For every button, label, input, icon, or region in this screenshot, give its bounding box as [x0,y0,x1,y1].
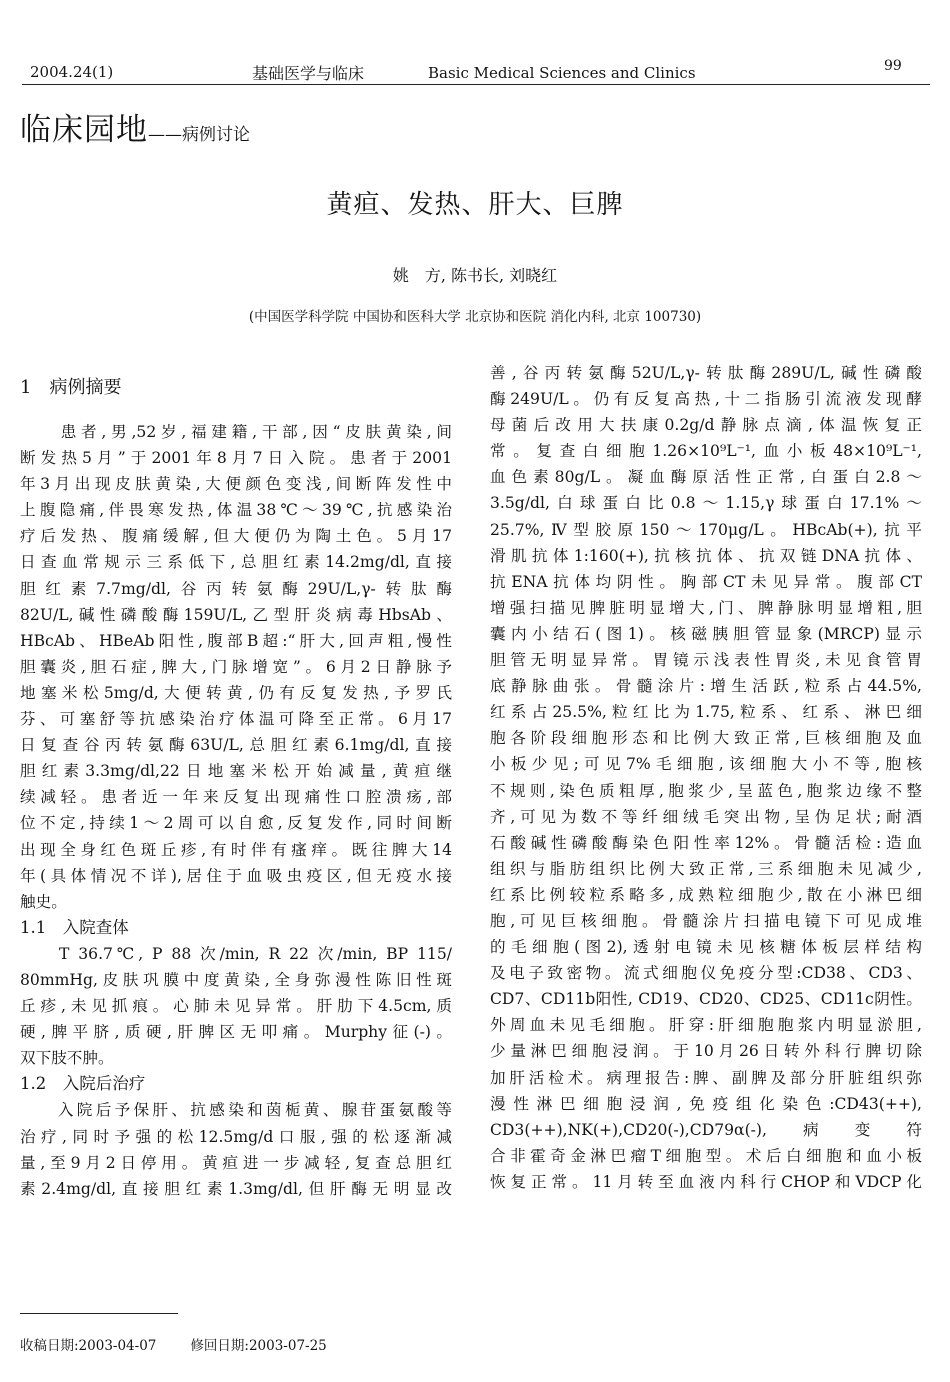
text-line: 不规则,染色质粗厚,胞浆少,呈蓝色,胞浆边缘不整 [490,781,922,800]
text-line: 酶249U/L。仍有反复高热,十二指肠引流液发现酵 [490,390,922,409]
section-heading: 1 病例摘要 [20,377,122,398]
journal-name-cn: 基础医学与临床 [252,64,365,83]
received-date: 收稿日期:2003-04-07 [20,1338,157,1354]
text-line: CD7、CD11b阳性, CD19、CD20、CD25、CD11c阴性。 [490,990,922,1009]
issue-number: 2004.24(1) [30,63,114,81]
column-name [20,104,250,149]
text-line: 及电子致密物。流式细胞仪免疫分型:CD38、CD3、 [490,964,922,983]
text-line: 胆囊炎,胆石症,脾大,门脉增宽”。6月2日静脉予 [20,657,452,676]
text-line: 年(具体情况不详),居住于血吸虫疫区,但无疫水接 [20,866,452,885]
text-line: 组织与脂肪组织比例大致正常,三系细胞未见减少, [490,859,922,878]
text-line: T 36.7℃, P 88 次/min, R 22 次/min, BP 115/ [20,944,452,963]
text-line: 治疗,同时予强的松12.5mg/d口服,强的松逐渐减 [20,1127,452,1146]
text-line: CD3(++),NK(+),CD20(-),CD79α(-),病变符 [490,1120,922,1139]
text-line: 的毛细胞(图2),透射电镜未见核糖体板层样结构 [490,938,922,957]
text-line: 断发热5月”于2001年8月7日入院。患者于2001 [20,449,452,468]
subsection-heading: 1.1 入院查体 [20,917,129,937]
text-line: 80mmHg,皮肤巩膜中度黄染,全身弥漫性陈旧性斑 [20,970,452,989]
text-line: 红系比例较粒系略多,成熟粒细胞少,散在小淋巴细 [490,885,922,904]
article-title: 黄疸、发热、肝大、巨脾 [326,190,624,220]
text-line: 患者,男,52岁,福建籍,干部,因“皮肤黄染,间 [20,423,452,441]
text-line: 母菌后改用大扶康0.2g/d静脉点滴,体温恢复正 [490,416,922,435]
text-line: 红系占25.5%,粒红比为1.75,粒系、红系、淋巴细 [490,703,922,722]
text-line: 恢复正常。11月转至血液内科行CHOP和VDCP化 [490,1172,922,1191]
text-line: 量,至9月2日停用。黄疸进一步减轻,复查总胆红 [20,1153,452,1172]
header-rule [22,84,930,85]
text-line: 小板少见;可见7%毛细胞,该细胞大小不等,胞核 [490,755,922,774]
column-name-sub: ——病例讨论 [148,125,250,145]
text-line: 外周血未见毛细胞。肝穿:肝细胞胞浆内明显淤胆, [490,1016,922,1035]
text-line: 胆红素3.3mg/dl,22日地塞米松开始减量,黄疸继 [20,762,452,781]
text-line: 位不定,持续1～2周可以自愈,反复发作,同时间断 [20,814,452,833]
text-line: 胆红素7.7mg/dl,谷丙转氨酶29U/L,γ-转肽酶 [20,579,452,598]
text-line: 双下肢不肿。 [20,1049,114,1068]
text-line: 胞各阶段细胞形态和比例大致正常,巨核细胞及血 [490,729,922,748]
text-line: 齐,可见为数不等纤细绒毛突出物,呈伪足状;耐酒 [490,807,922,826]
authors: 姚 方, 陈书长, 刘晓红 [392,266,558,285]
text-line: 血色素80g/L。凝血酶原活性正常,白蛋白2.8～ [490,468,922,487]
journal-name-en: Basic Medical Sciences and Clinics [428,64,696,82]
text-line: HBcAb、HBeAb阳性,腹部B超:“肝大,回声粗,慢性 [20,631,452,650]
text-line: 日查血常规示三系低下,总胆红素14.2mg/dl,直接 [20,553,452,572]
text-line: 增强扫描见脾脏明显增大,门、脾静脉明显增粗,胆 [490,598,922,617]
text-line: 芬、可塞舒等抗感染治疗体温可降至正常。6月17 [20,710,452,729]
text-line: 硬,脾平脐,质硬,肝脾区无叩痛。Murphy征(-)。 [20,1023,452,1042]
text-line: 滑肌抗体1:160(+),抗核抗体、抗双链DNA抗体、 [490,546,922,565]
affiliation: (中国医学科学院 中国协和医科大学 北京协和医院 消化内科, 北京 100730) [248,309,702,325]
column-name-main: 临床园地 [20,112,148,148]
text-line: 25.7%,Ⅳ型胶原150～170μg/L。HBcAb(+),抗平 [490,520,922,539]
text-line: 年3月出现皮肤黄染,大便颜色变浅,间断阵发性中 [20,475,452,494]
text-line: 胞,可见巨核细胞。骨髓涂片扫描电镜下可见成堆 [490,911,922,930]
text-line: 合非霍奇金淋巴瘤T细胞型。术后白细胞和血小板 [490,1146,922,1165]
text-line: 石酸碱性磷酸酶染色阳性率12%。骨髓活检:造血 [490,833,922,852]
text-line: 加肝活检术。病理报告:脾、副脾及部分肝脏组织弥 [490,1068,922,1087]
text-line: 素2.4mg/dl,直接胆红素1.3mg/dl,但肝酶无明显改 [20,1179,452,1198]
subsection-heading: 1.2 入院后治疗 [20,1074,146,1094]
text-line: 82U/L,碱性磷酸酶159U/L,乙型肝炎病毒HbsAb、 [20,605,452,624]
text-line: 3.5g/dl,白球蛋白比0.8～1.15,γ球蛋白17.1%～ [490,494,922,513]
footnote-rule [20,1313,178,1314]
text-line: 胆管无明显异常。胃镜示浅表性胃炎,未见食管胃 [490,651,922,670]
text-line: 底静脉曲张。骨髓涂片:增生活跃,粒系占44.5%, [490,677,922,696]
text-line: 续减轻。患者近一年来反复出现痛性口腔溃疡,部 [20,788,452,807]
footnote [20,1334,327,1354]
text-line: 地塞米松5mg/d,大便转黄,仍有反复发热,予罗氏 [20,683,452,702]
left-column [20,370,452,1202]
text-line: 少量淋巴细胞浸润。于10月26日转外科行脾切除 [490,1042,922,1061]
text-line: 丘疹,未见抓痕。心肺未见异常。肝肋下4.5cm,质 [20,997,452,1016]
text-line: 出现全身红色斑丘疹,有时伴有瘙痒。既往脾大14 [20,840,452,859]
text-line: 疗后发热、腹痛缓解,但大便仍为陶土色。5月17 [20,527,452,546]
page-number: 99 [884,58,902,74]
text-line: 善,谷丙转氨酶52U/L,γ-转肽酶289U/L,碱性磷酸 [490,364,922,382]
right-column [490,360,922,1195]
text-line: 触史。 [20,892,67,911]
text-line: 日复查谷丙转氨酶63U/L,总胆红素6.1mg/dl,直接 [20,736,452,755]
text-line: 漫性淋巴细胞浸润,免疫组化染色:CD43(++), [490,1094,922,1113]
text-line: 常。复查白细胞1.26×10⁹L⁻¹,血小板48×10⁹L⁻¹, [490,442,922,461]
text-line: 入院后予保肝、抗感染和茵栀黄、腺苷蛋氨酸等 [20,1101,452,1120]
text-line: 上腹隐痛,伴畏寒发热,体温38℃～39℃,抗感染治 [20,501,452,520]
text-line: 囊内小结石(图1)。核磁胰胆管显象(MRCP)显示 [490,624,922,643]
text-line: 抗ENA抗体均阴性。胸部CT未见异常。腹部CT [490,572,922,591]
revised-date: 修回日期:2003-07-25 [190,1338,327,1354]
